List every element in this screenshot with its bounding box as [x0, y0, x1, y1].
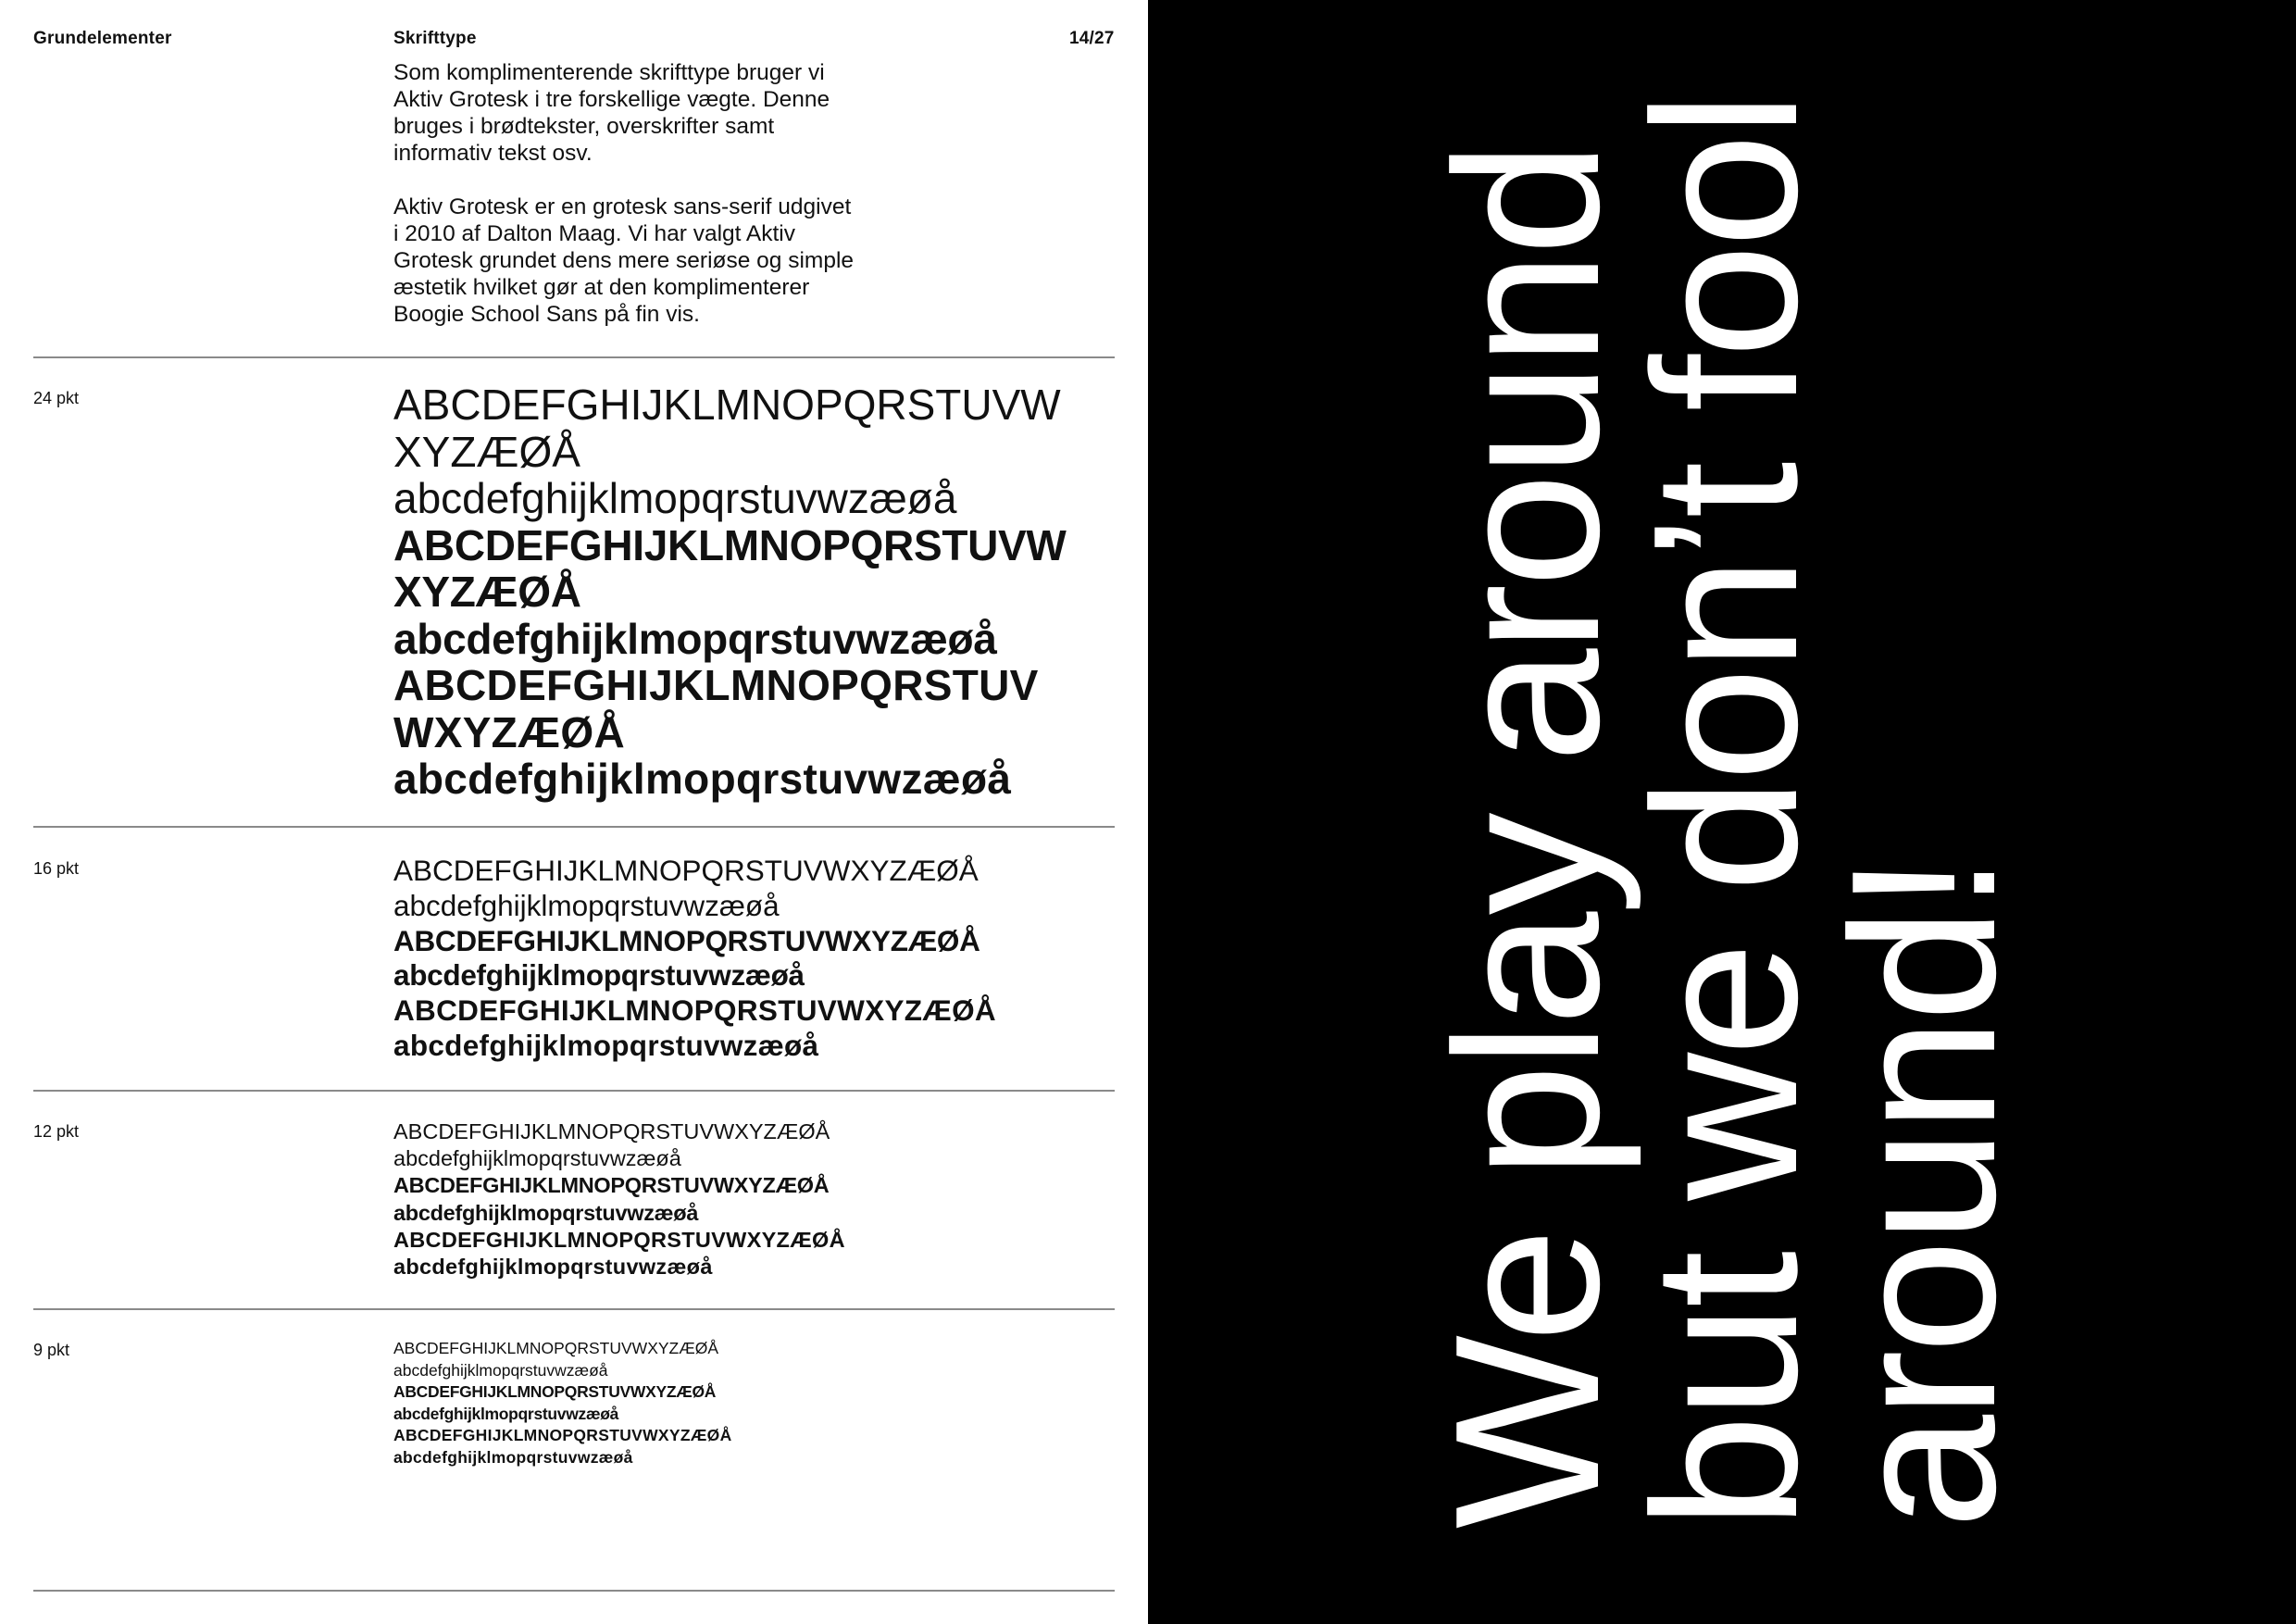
intro-paragraph-1: Som komplimenterende skrifttype bruger vi Aktiv Grotesk i tre forskellige vægte. Denne bruges i brødtekster, overskrifter samt informativ tekst osv. [393, 60, 830, 166]
divider [33, 826, 1115, 828]
slogan-line-2: but we don’t fool [1611, 94, 1841, 1530]
specimen-line: abcdefghijklmopqrstuvwzæøå [393, 1447, 633, 1467]
specimen-line: ABCDEFGHIJKLMNOPQRSTUVWXYZÆØÅ [393, 1382, 717, 1401]
section-title: Grundelementer [33, 29, 172, 48]
specimen-line: abcdefghijklmopqrstuvwzæøå [393, 1200, 699, 1225]
specimen-line: abcdefghijklmopqrstuvwzæøå [393, 1255, 713, 1280]
specimen-16pt [393, 854, 996, 1064]
divider [33, 1590, 1115, 1592]
specimen-line: ABCDEFGHIJKLMNOPQRSTUVWXYZÆØÅ [393, 1426, 732, 1444]
slogan-line-1: We play around [1413, 144, 1642, 1530]
specimen-line: ABCDEFGHIJKLMNOPQRSTUVWXYZÆØÅ [393, 1119, 830, 1143]
specimen-line: WXYZÆØÅ [393, 707, 625, 756]
specimen-line: ABCDEFGHIJKLMNOPQRSTUVWXYZÆØÅ [393, 923, 980, 957]
specimen-line: ABCDEFGHIJKLMNOPQRSTUVWXYZÆØÅ [393, 1339, 719, 1357]
specimen-line: abcdefghijklmopqrstuvwzæøå [393, 755, 1012, 803]
specimen-line: XYZÆØÅ [393, 568, 581, 616]
specimen-line: ABCDEFGHIJKLMNOPQRSTUVWXYZÆØÅ [393, 1227, 845, 1252]
specimen-9pt [393, 1338, 732, 1468]
specimen-line: abcdefghijklmopqrstuvwzæøå [393, 1360, 608, 1380]
specimen-line: abcdefghijklmopqrstuvwzæøå [393, 474, 957, 522]
specimen-line: abcdefghijklmopqrstuvwzæøå [393, 888, 780, 922]
specimen-line: abcdefghijklmopqrstuvwzæøå [393, 1404, 619, 1423]
size-label-24: 24 pkt [33, 389, 80, 407]
slogan-line-3: around! [1809, 857, 2039, 1530]
slogan-page [1148, 0, 2296, 1624]
intro-paragraph-2: Aktiv Grotesk er en grotesk sans-serif udgivet i 2010 af Dalton Maag. Vi har valgt Aktiv Grotesk grundet dens mere seriøse og simple æstetik hvilket gør at den komplimenterer Boogie School Sans på fin vis. [393, 194, 855, 327]
size-label-12: 12 pkt [33, 1122, 80, 1141]
intro-text [393, 59, 856, 328]
specimen-line: abcdefghijklmopqrstuvwzæøå [393, 1146, 681, 1171]
divider [33, 1090, 1115, 1092]
specimen-line: abcdefghijklmopqrstuvwzæøå [393, 958, 805, 993]
specimen-line: ABCDEFGHIJKLMNOPQRSTUVW [393, 381, 1061, 429]
topic-title: Skrifttype [393, 29, 477, 48]
specimen-line: ABCDEFGHIJKLMNOPQRSTUVW [393, 520, 1067, 569]
specimen-line: ABCDEFGHIJKLMNOPQRSTUVWXYZÆØÅ [393, 1173, 830, 1198]
specimen-line: ABCDEFGHIJKLMNOPQRSTUVWXYZÆØÅ [393, 854, 979, 887]
page-number: 14/27 [1069, 29, 1115, 48]
specimen-line: ABCDEFGHIJKLMNOPQRSTUV [393, 661, 1039, 709]
slogan-text [1413, 94, 2039, 1530]
specimen-line: XYZÆØÅ [393, 427, 580, 476]
size-label-16: 16 pkt [33, 859, 80, 878]
divider [33, 1308, 1115, 1310]
specimen-line: abcdefghijklmopqrstuvwzæøå [393, 614, 997, 663]
specimen-24pt [393, 381, 1067, 803]
divider [33, 356, 1115, 358]
specimen-12pt [393, 1118, 845, 1280]
specimen-line: ABCDEFGHIJKLMNOPQRSTUVWXYZÆØÅ [393, 993, 996, 1028]
specimen-line: abcdefghijklmopqrstuvwzæøå [393, 1028, 819, 1062]
size-label-9: 9 pkt [33, 1341, 70, 1359]
